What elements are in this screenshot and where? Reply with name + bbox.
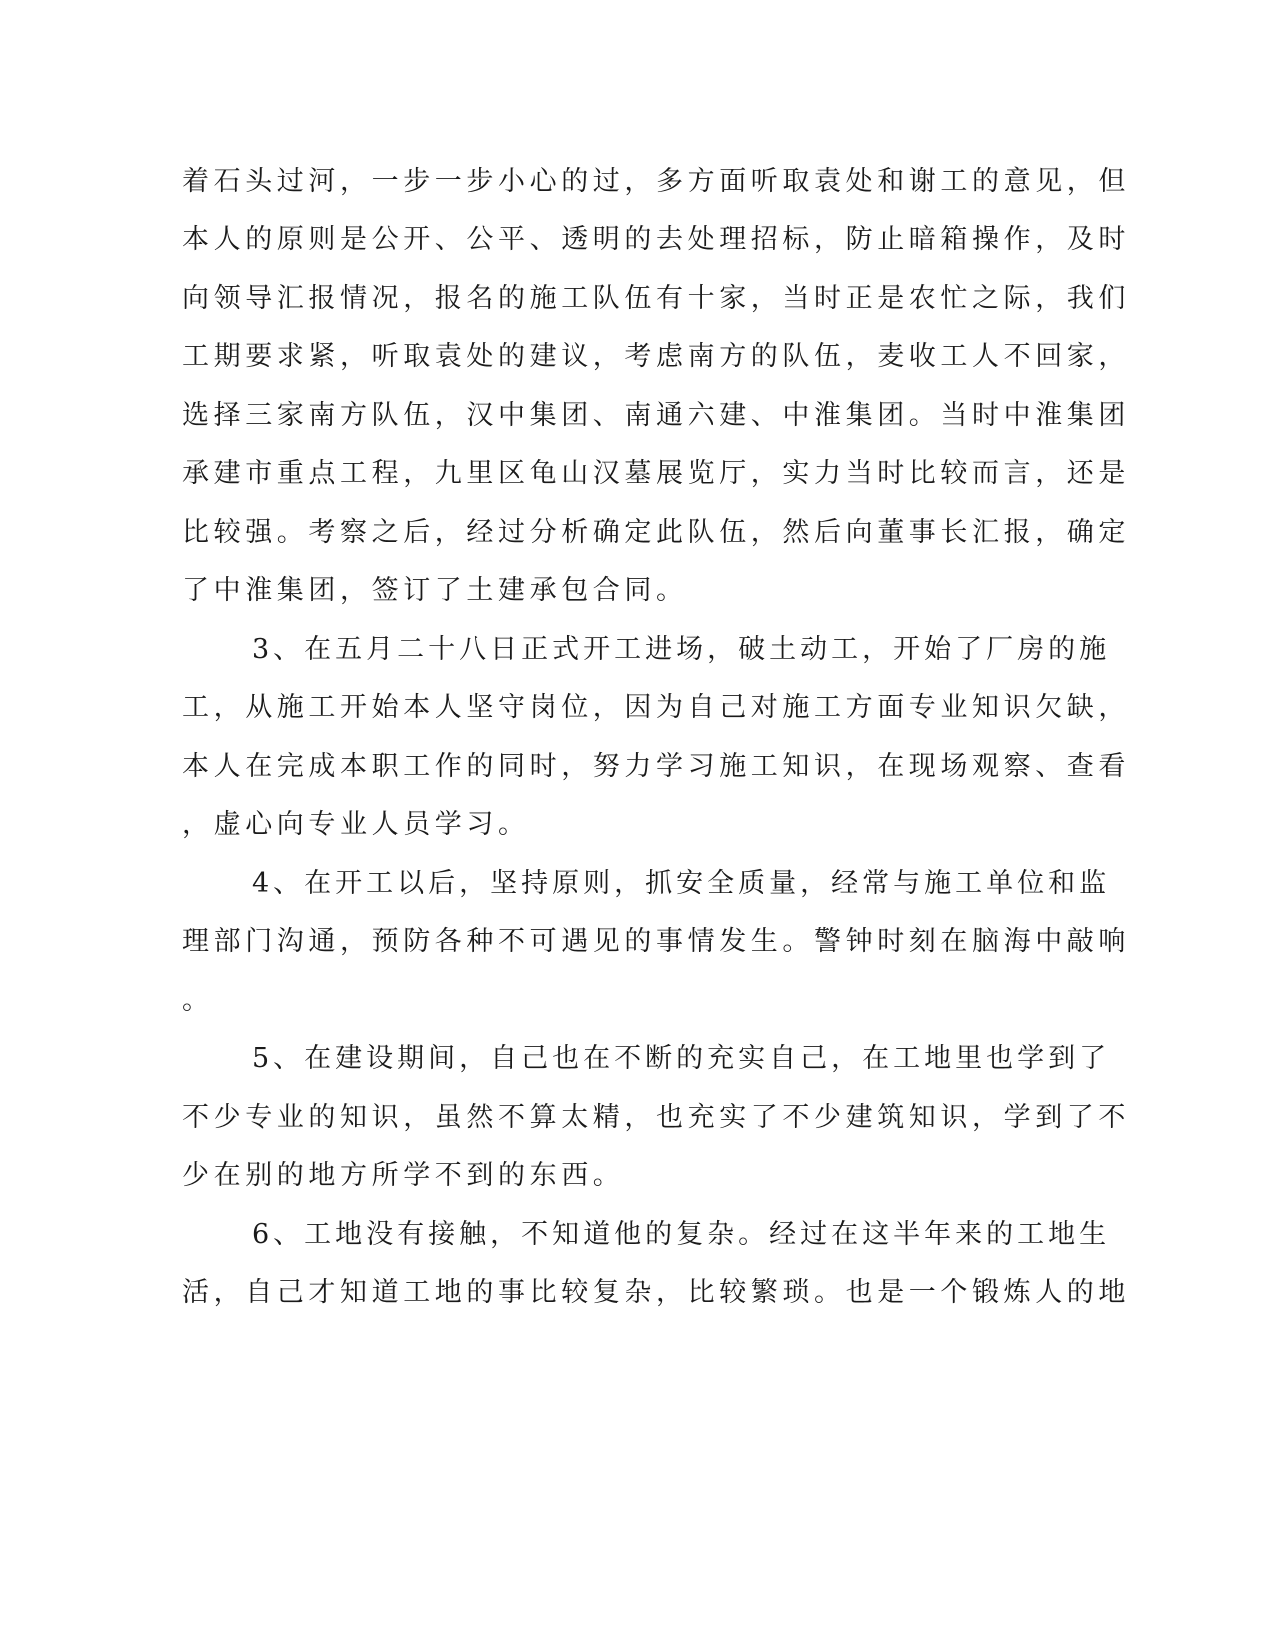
text-line: 4、在开工以后，坚持原则，抓安全质量，经常与施工单位和监: [252, 868, 1111, 899]
text-line: 工期要求紧，听取袁处的建议，考虑南方的队伍，麦收工人不回家，: [182, 341, 1130, 372]
text-line: 理部门沟通，预防各种不可遇见的事情发生。警钟时刻在脑海中敲响: [182, 926, 1130, 957]
text-line: 承建市重点工程，九里区龟山汉墓展览厅，实力当时比较而言，还是: [182, 458, 1130, 489]
text-line: 3、在五月二十八日正式开工进场，破土动工，开始了厂房的施: [252, 634, 1111, 665]
text-line: 6、工地没有接触，不知道他的复杂。经过在这半年来的工地生: [252, 1219, 1111, 1250]
text-line: 本人的原则是公开、公平、透明的去处理招标，防止暗箱操作，及时: [182, 224, 1130, 255]
text-line: 活，自己才知道工地的事比较复杂，比较繁琐。也是一个锻炼人的地: [182, 1277, 1130, 1308]
text-line: 本人在完成本职工作的同时，努力学习施工知识，在现场观察、查看: [182, 751, 1130, 782]
text-line: 着石头过河，一步一步小心的过，多方面听取袁处和谢工的意见，但: [182, 166, 1130, 197]
text-line: 不少专业的知识，虽然不算太精，也充实了不少建筑知识，学到了不: [182, 1102, 1130, 1133]
text-line: 了中淮集团，签订了土建承包合同。: [182, 575, 688, 606]
text-line: 少在别的地方所学不到的东西。: [182, 1160, 625, 1191]
text-line: 。: [182, 985, 214, 1016]
text-line: 选择三家南方队伍，汉中集团、南通六建、中淮集团。当时中淮集团: [182, 400, 1130, 431]
text-line: 比较强。考察之后，经过分析确定此队伍，然后向董事长汇报，确定: [182, 517, 1130, 548]
text-line: 5、在建设期间，自己也在不断的充实自己，在工地里也学到了: [252, 1043, 1111, 1074]
text-line: 工，从施工开始本人坚守岗位，因为自己对施工方面专业知识欠缺，: [182, 692, 1130, 723]
text-line: ，虚心向专业人员学习。: [182, 809, 530, 840]
text-line: 向领导汇报情况，报名的施工队伍有十家，当时正是农忙之际，我们: [182, 283, 1130, 314]
